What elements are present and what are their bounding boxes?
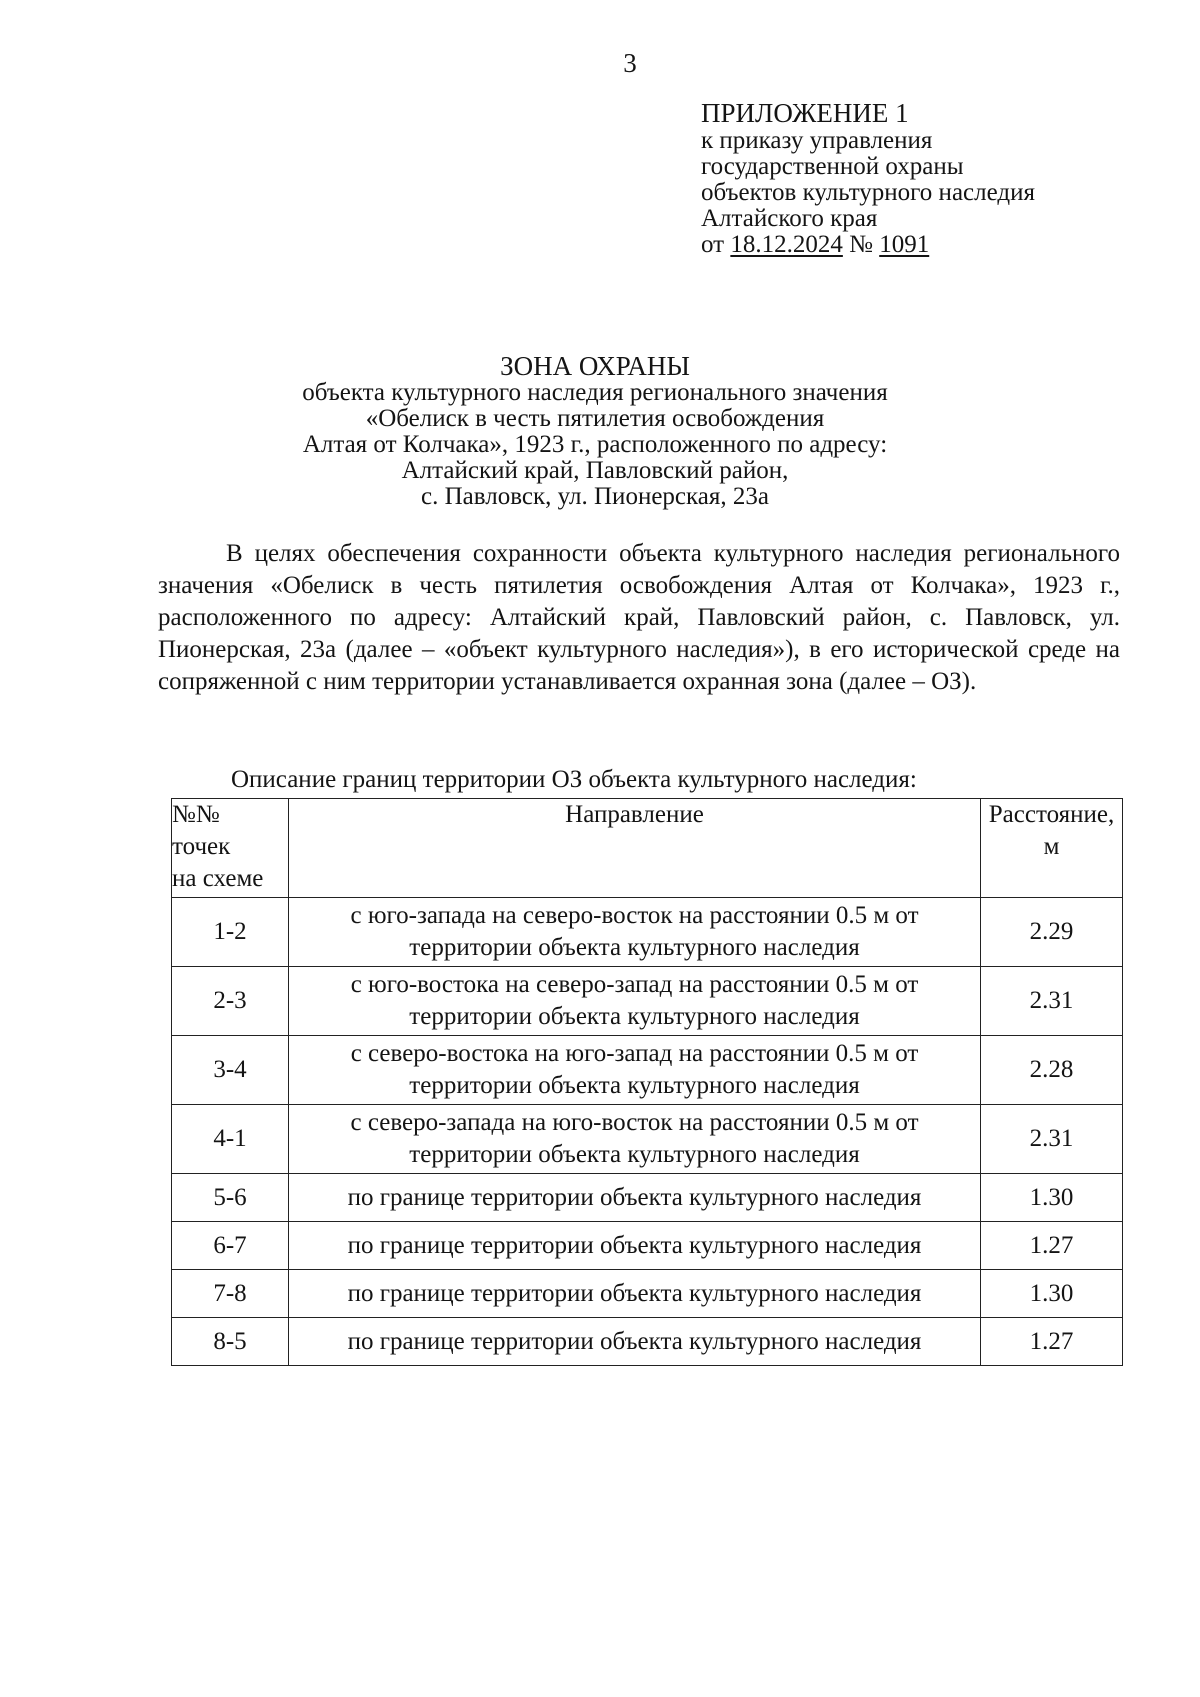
zone-title-line: Алтая от Колчака», 1923 г., расположенного по адресу: xyxy=(302,431,888,458)
date-prefix: от xyxy=(701,231,725,258)
table-row xyxy=(172,1036,1123,1105)
cell-distance: 2.29 xyxy=(981,898,1123,967)
cell-direction: по границе территории объекта культурного наследия xyxy=(289,1174,981,1222)
appendix-line: объектов культурного наследия xyxy=(701,179,1035,206)
cell-points: 6-7 xyxy=(172,1222,289,1270)
order-number: 1091 xyxy=(879,231,930,258)
appendix-line: государственной охраны xyxy=(701,153,964,180)
zone-title-line: объекта культурного наследия регионального значения xyxy=(302,379,888,406)
cell-direction-line: территории объекта культурного наследия xyxy=(409,1141,860,1168)
header-direction: Направление xyxy=(289,799,981,898)
number-prefix: № xyxy=(849,231,873,258)
cell-distance: 2.31 xyxy=(981,1105,1123,1174)
table-row xyxy=(172,1222,1123,1270)
cell-distance: 1.30 xyxy=(981,1270,1123,1318)
page-number: 3 xyxy=(623,48,637,78)
appendix-line: Алтайского края xyxy=(701,205,878,232)
cell-points: 2-3 xyxy=(172,967,289,1036)
zone-title: ЗОНА ОХРАНЫ xyxy=(500,351,690,381)
table-caption: Описание границ территории ОЗ объекта культурного наследия: xyxy=(231,766,917,793)
cell-direction-line: территории объекта культурного наследия xyxy=(409,1072,860,1099)
cell-direction xyxy=(289,1105,981,1174)
cell-direction: по границе территории объекта культурного наследия xyxy=(289,1318,981,1366)
cell-points: 7-8 xyxy=(172,1270,289,1318)
table-row xyxy=(172,967,1123,1036)
header-distance-line: м xyxy=(1043,833,1060,860)
cell-points: 4-1 xyxy=(172,1105,289,1174)
appendix-title: ПРИЛОЖЕНИЕ 1 xyxy=(701,98,909,128)
header-points-line: №№ xyxy=(172,801,220,828)
table-row xyxy=(172,898,1123,967)
table-row xyxy=(172,1318,1123,1366)
table-header-row xyxy=(172,799,1123,898)
cell-direction xyxy=(289,898,981,967)
cell-distance: 2.28 xyxy=(981,1036,1123,1105)
header-points xyxy=(172,799,289,898)
cell-distance: 1.27 xyxy=(981,1222,1123,1270)
cell-direction-line: с северо-востока на юго-запад на расстоянии 0.5 м от xyxy=(350,1040,919,1067)
header-distance-line: Расстояние, xyxy=(988,801,1115,828)
cell-direction-line: с северо-запада на юго-восток на расстоянии 0.5 м от xyxy=(350,1109,919,1136)
appendix-line: к приказу управления xyxy=(701,127,933,154)
table-row xyxy=(172,1270,1123,1318)
cell-direction: по границе территории объекта культурного наследия xyxy=(289,1222,981,1270)
cell-distance: 2.31 xyxy=(981,967,1123,1036)
appendix-date-line xyxy=(701,232,1035,258)
table-row xyxy=(172,1105,1123,1174)
cell-points: 1-2 xyxy=(172,898,289,967)
zone-title-line: Алтайский край, Павловский район, xyxy=(401,457,789,484)
intro-paragraph: В целях обеспечения сохранности объекта культурного наследия регионального значения «Обелиск в честь пятилетия освобождения Алтая от Колчака», 1923 г., расположенного по адресу: Алтайский край, Павловский район, с. Павловск, ул. Пионерская, 23а (далее – «объект культурного наследия»), в его исторической среде на сопряженной с ним территории устанавливается охранная зона (далее – ОЗ). xyxy=(158,540,1120,695)
zone-title-line: с. Павловск, ул. Пионерская, 23а xyxy=(421,483,769,510)
cell-direction-line: с юго-востока на северо-запад на расстоянии 0.5 м от xyxy=(350,971,919,998)
cell-direction-line: с юго-запада на северо-восток на расстоянии 0.5 м от xyxy=(350,902,919,929)
cell-direction-line: территории объекта культурного наследия xyxy=(409,934,860,961)
cell-direction xyxy=(289,1036,981,1105)
cell-distance: 1.30 xyxy=(981,1174,1123,1222)
boundary-table xyxy=(171,798,1123,1366)
cell-direction xyxy=(289,967,981,1036)
cell-direction-line: территории объекта культурного наследия xyxy=(409,1003,860,1030)
header-points-line: на схеме xyxy=(172,865,264,892)
cell-distance: 1.27 xyxy=(981,1318,1123,1366)
appendix-block xyxy=(701,98,1035,258)
zone-title-line: «Обелиск в честь пятилетия освобождения xyxy=(365,405,825,432)
cell-points: 3-4 xyxy=(172,1036,289,1105)
zone-title-block xyxy=(180,352,1010,510)
cell-points: 5-6 xyxy=(172,1174,289,1222)
cell-direction: по границе территории объекта культурного наследия xyxy=(289,1270,981,1318)
order-date: 18.12.2024 xyxy=(730,231,843,258)
cell-points: 8-5 xyxy=(172,1318,289,1366)
header-points-line: точек xyxy=(172,833,231,860)
table-row xyxy=(172,1174,1123,1222)
header-distance xyxy=(981,799,1123,898)
